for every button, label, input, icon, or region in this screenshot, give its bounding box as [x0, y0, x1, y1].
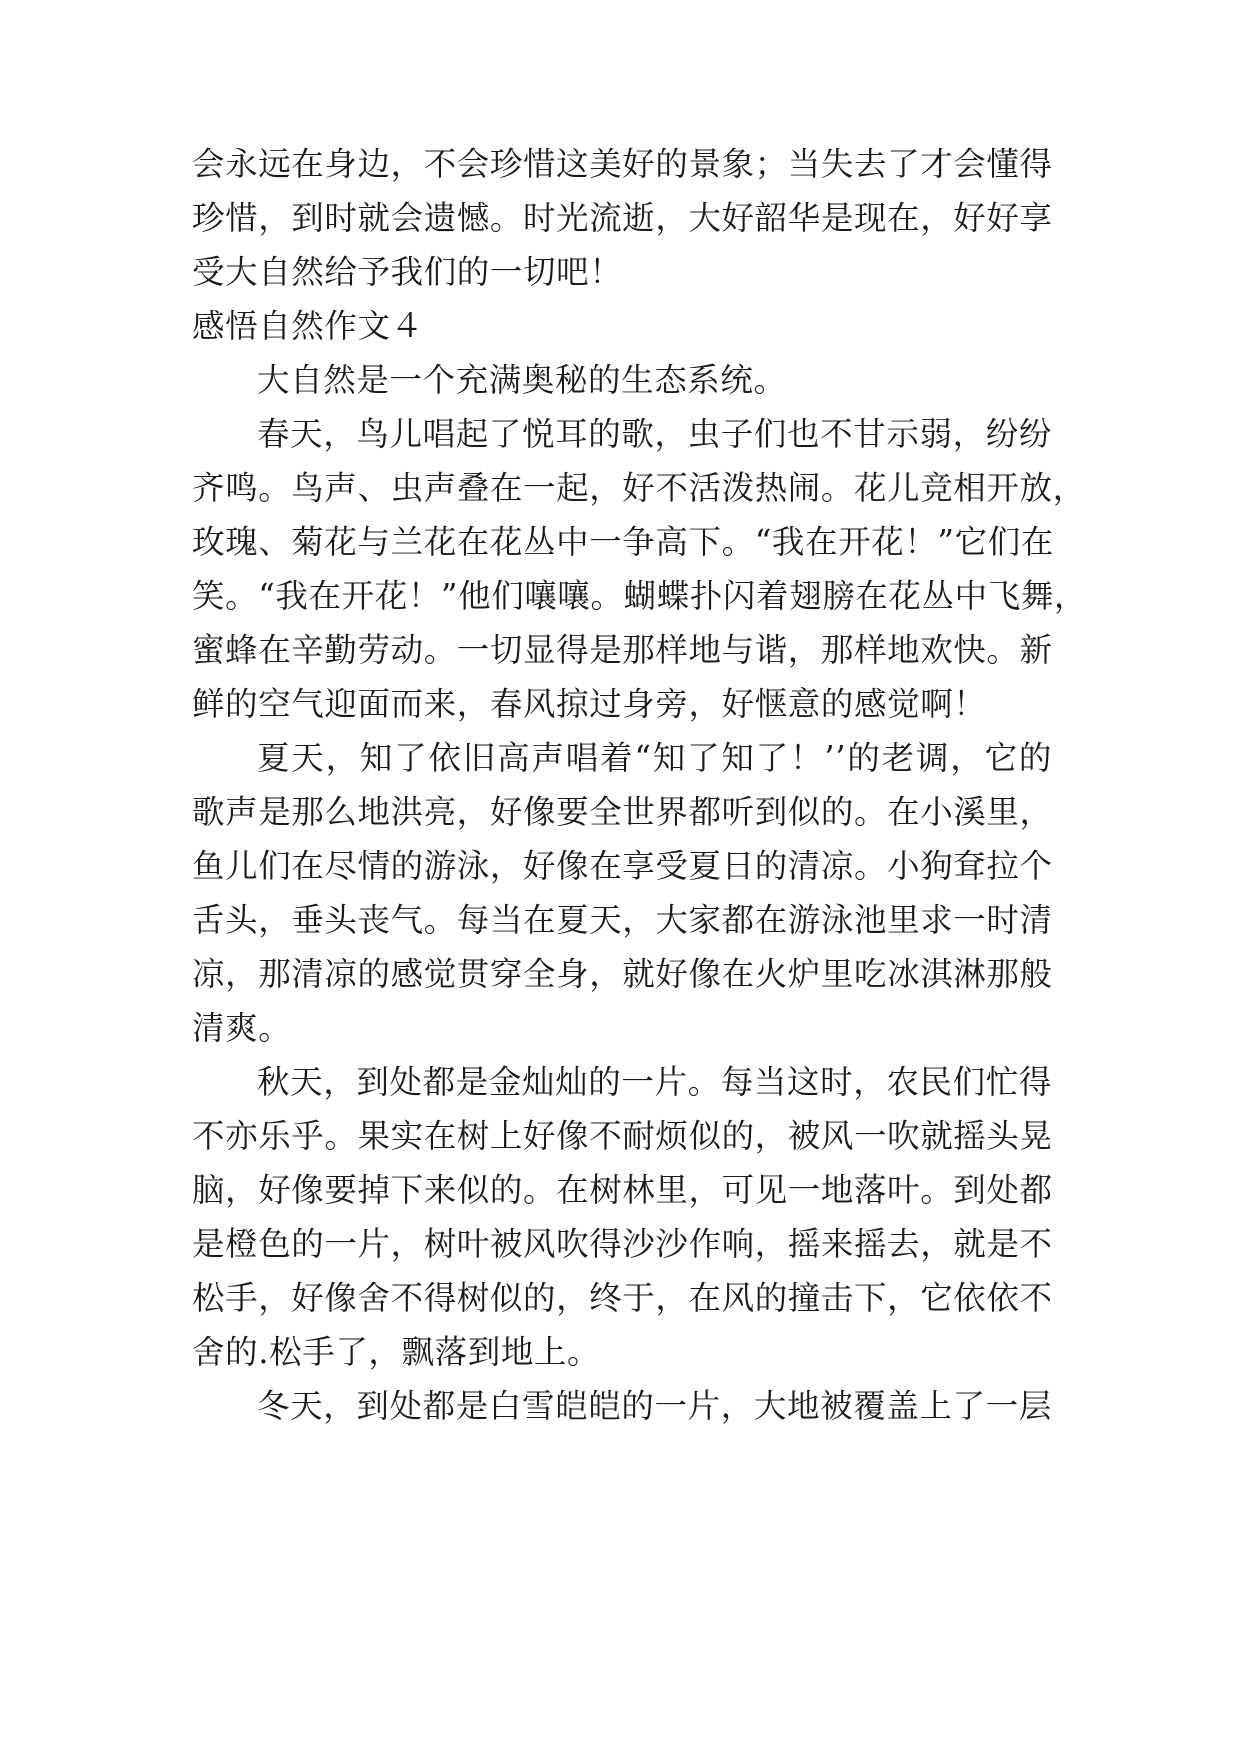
text-line: 是橙色的一片，树叶被风吹得沙沙作响，摇来摇去，就是不: [192, 1225, 1053, 1263]
text-line: 脑，好像要掉下来似的。在树林里，可见一地落叶。到处都: [192, 1171, 1053, 1209]
text-line: 珍惜，到时就会遗憾。时光流逝，大好韶华是现在，好好享: [192, 199, 1053, 237]
paragraph-first-line: 夏天，知了依旧高声唱着“知了知了！’’的老调，它的: [257, 739, 1052, 777]
paragraph-first-line: 秋天，到处都是金灿灿的一片。每当这时，农民们忙得: [257, 1063, 1052, 1101]
paragraph-first-line: 春天，鸟儿唱起了悦耳的歌，虫子们也不甘示弱，纷纷: [257, 415, 1052, 453]
text-line: 凉，那清凉的感觉贯穿全身，就好像在火炉里吃冰淇淋那般: [192, 955, 1053, 993]
text-line: 不亦乐乎。果实在树上好像不耐烦似的，被风一吹就摇头晃: [192, 1117, 1053, 1155]
text-line: 受大自然给予我们的一切吧！: [192, 253, 623, 291]
text-line: 会永远在身边，不会珍惜这美好的景象；当失去了才会懂得: [192, 145, 1053, 183]
text-line: 笑。“我在开花！”他们嚷嚷。蝴蝶扑闪着翅膀在花丛中飞舞，: [192, 577, 1088, 615]
text-line: 蜜蜂在辛勤劳动。一切显得是那样地与谐，那样地欢快。新: [192, 631, 1053, 669]
text-line: 松手，好像舍不得树似的，终于，在风的撞击下，它依依不: [192, 1279, 1053, 1317]
text-line: 玫瑰、菊花与兰花在花丛中一争高下。“我在开花！”它们在: [192, 523, 1054, 561]
text-line: 齐鸣。鸟声、虫声叠在一起，好不活泼热闹。花儿竞相开放，: [192, 469, 1086, 507]
text-line: 鱼儿们在尽情的游泳，好像在享受夏日的清凉。小狗耷拉个: [192, 847, 1053, 885]
paragraph-first-line: 大自然是一个充满奥秘的生态系统。: [257, 361, 787, 399]
text-line: 歌声是那么地洪亮，好像要全世界都听到似的。在小溪里，: [192, 793, 1053, 831]
text-line: 舌头，垂头丧气。每当在夏天，大家都在游泳池里求一时清: [192, 901, 1053, 939]
text-line: 清爽。: [192, 1009, 292, 1047]
paragraph-first-line: 冬天，到处都是白雪皑皑的一片，大地被覆盖上了一层: [257, 1387, 1052, 1425]
text-line: 舍的.松手了，飘落到地上。: [192, 1333, 601, 1371]
text-line: 鲜的空气迎面而来，春风掠过身旁，好惬意的感觉啊！: [192, 685, 987, 723]
section-heading: 感悟自然作文４: [192, 307, 424, 345]
